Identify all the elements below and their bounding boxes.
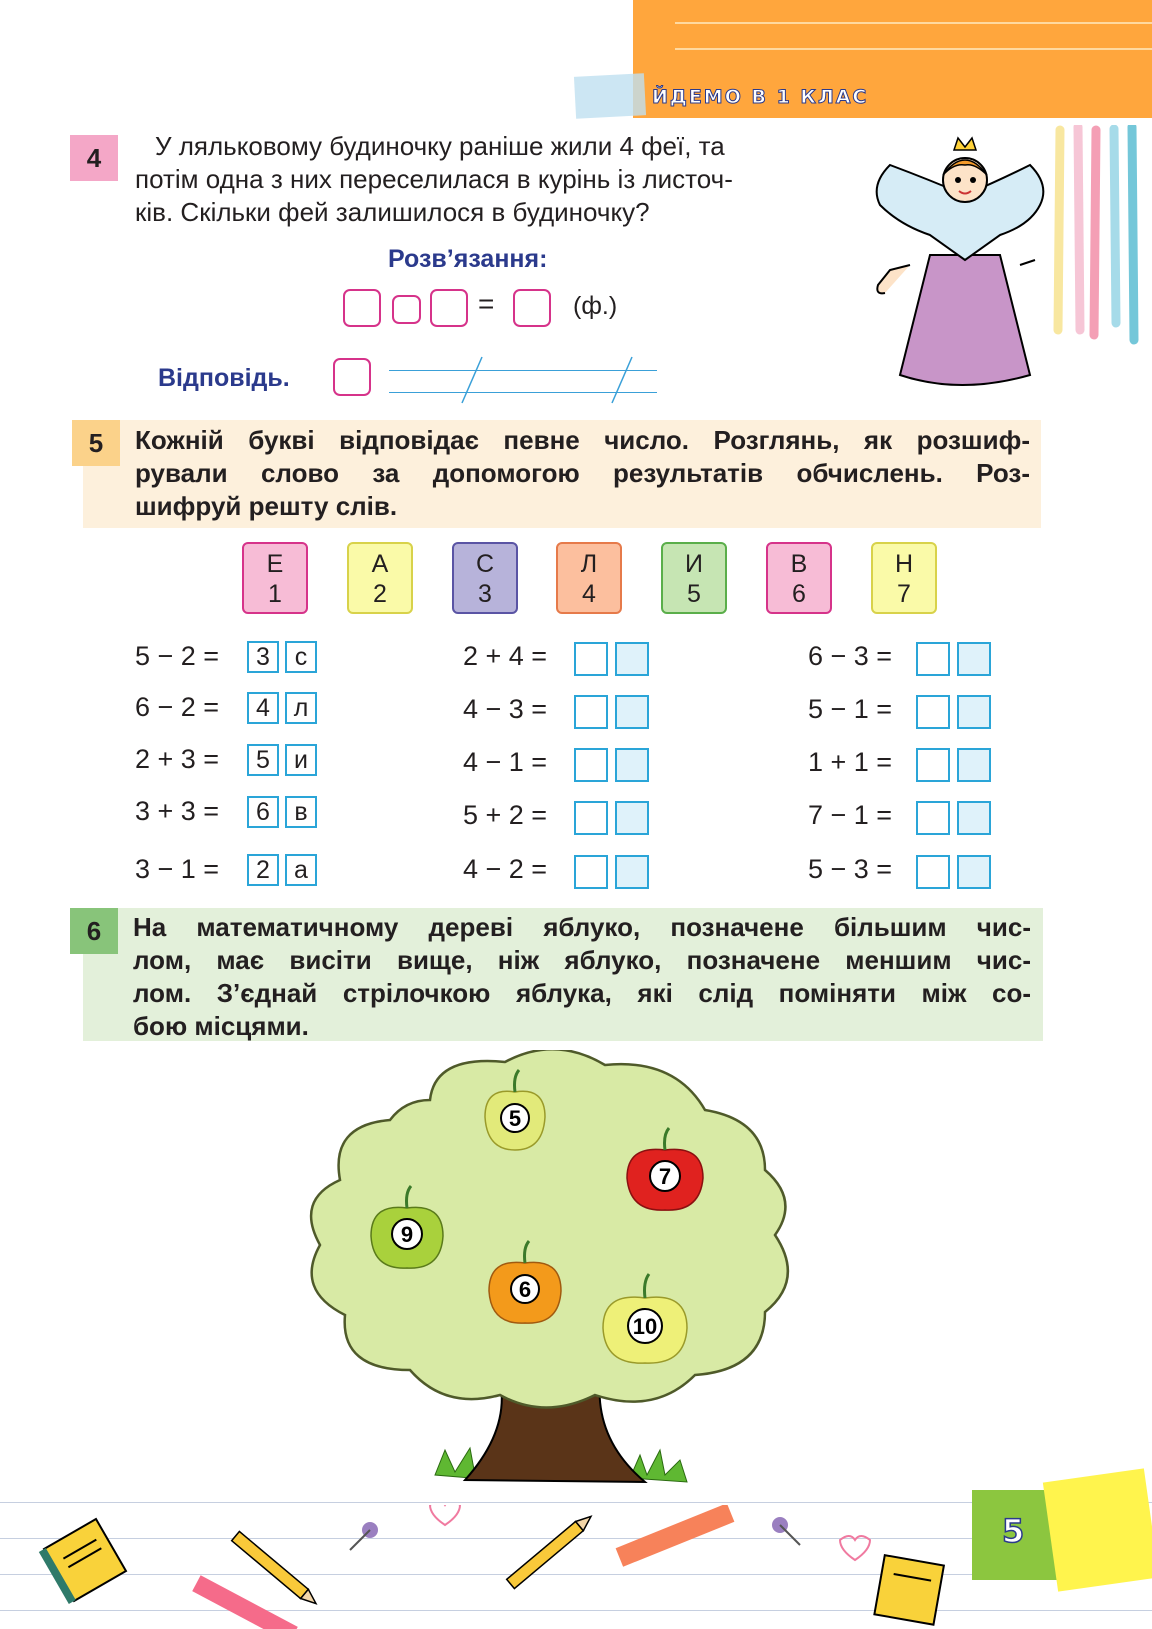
letter-card [661,542,727,614]
card-letter: И [685,550,703,578]
letter-card [871,542,937,614]
number-input-cell[interactable] [574,748,608,782]
letter-cell: а [285,854,317,886]
letter-card [556,542,622,614]
apple-label: 6 [518,1277,532,1302]
number-input-cell[interactable] [574,642,608,676]
number-input-cell[interactable] [574,855,608,889]
expression: 7 − 1 = [808,800,893,830]
heart-icon [430,1505,460,1525]
expression: 1 + 1 = [808,747,893,777]
task-number: 4 [70,135,118,181]
number-cell: 4 [247,692,279,724]
stripe [1132,127,1134,340]
number-cell: 2 [247,854,279,886]
letter-cell: и [285,744,317,776]
header-tape [574,73,646,119]
text-line: На математичному дереві яблуко, позначене більшим чис- [133,912,1031,942]
decor-stripes [1052,125,1152,345]
letter-input-cell[interactable] [957,695,991,729]
card-number: 5 [687,580,701,608]
apple-label: 5 [508,1106,522,1131]
task-number: 5 [72,420,120,466]
letter-input-cell[interactable] [957,855,991,889]
card-letter: Л [580,550,598,578]
number-input-cell[interactable] [916,642,950,676]
expression: 3 − 1 = [135,854,220,884]
task5-text [135,424,1030,523]
number-cell: 3 [247,641,279,673]
expression: 4 − 3 = [463,694,548,724]
answer-box[interactable] [333,358,371,396]
text-line: бою місцями. [133,1011,309,1041]
answer-label: Відповідь. [158,364,290,392]
text-line: потім одна з них переселилася в курінь із листоч- [135,164,733,194]
expression: 2 + 4 = [463,641,548,671]
card-number: 6 [792,580,806,608]
task-number: 6 [70,908,118,954]
letter-input-cell[interactable] [615,642,649,676]
task4-text [135,130,835,229]
page-tape [1043,1468,1152,1591]
page-number: 5 [1002,1512,1025,1550]
text-line: Кожній букві відповідає певне число. Розглянь, як розшиф- [135,425,1030,455]
expression: 4 − 1 = [463,747,548,777]
math-tree [295,1050,815,1510]
slant [612,357,632,403]
letter-card [766,542,832,614]
slant [462,357,482,403]
card-letter: С [475,550,495,578]
letter-input-cell[interactable] [615,855,649,889]
stripe [1114,129,1116,323]
letter-card [242,542,308,614]
pencil-icon [507,1512,595,1589]
card-number: 3 [478,580,492,608]
task6-text [133,911,1031,1043]
heart-icon [840,1536,870,1560]
letter-input-cell[interactable] [957,748,991,782]
card-number: 1 [268,580,282,608]
answer-box[interactable] [430,289,468,327]
card-letter: В [790,550,808,578]
notebook-icon [39,1519,126,1604]
section-title: ЙДЕМО В 1 КЛАС [652,86,869,108]
number-input-cell[interactable] [916,748,950,782]
solution-label: Розв’язання: [388,245,548,273]
expression: 6 − 2 = [135,692,220,722]
pin-icon [350,1522,378,1550]
text-line: рували слово за допомогою результатів обчислень. Роз- [135,458,1030,488]
unit-label: (ф.) [573,292,618,320]
letter-input-cell[interactable] [957,642,991,676]
notebook-icon [874,1555,944,1625]
number-input-cell[interactable] [916,855,950,889]
pin-icon [772,1517,800,1545]
number-input-cell[interactable] [574,801,608,835]
letter-cell: с [285,641,317,673]
letter-card [452,542,518,614]
expression: 5 − 1 = [808,694,893,724]
apple-label: 10 [632,1314,658,1339]
number-input-cell[interactable] [916,695,950,729]
number-cell: 5 [247,744,279,776]
expression: 5 − 3 = [808,854,893,884]
text-line: лом. З’єднай стрілочкою яблука, які слід поміняти між со- [133,978,1031,1008]
card-letter: А [371,550,389,578]
stripe [1058,130,1060,330]
apple-label: 7 [658,1164,672,1189]
ruler-icon [616,1505,735,1567]
stripe [1094,130,1096,335]
header-rule [675,48,1152,50]
fairy-illustration [870,135,1050,395]
apple-label: 9 [400,1222,414,1247]
expression: 2 + 3 = [135,744,220,774]
card-letter: Е [266,550,284,578]
text-line: шифруй решту слів. [135,491,398,521]
letter-input-cell[interactable] [615,695,649,729]
card-number: 7 [897,580,911,608]
letter-input-cell[interactable] [615,801,649,835]
text-line: У ляльковому будиночку раніше жили 4 феї, та [155,131,725,161]
number-input-cell[interactable] [916,801,950,835]
header-rule [675,22,1152,24]
text-line: ків. Скільки фей залишилося в будиночку? [135,197,650,227]
number-input-cell[interactable] [574,695,608,729]
stripe [1078,127,1080,330]
text-line: лом, має висіти вище, ніж яблуко, позначене меншим чис- [133,945,1031,975]
stationery-decor [0,1505,960,1629]
equals-sign: = [478,288,495,319]
letter-cell: л [285,692,317,724]
expression: 6 − 3 = [808,641,893,671]
answer-box[interactable] [513,289,551,327]
writing-slants [455,355,655,405]
expression: 5 + 2 = [463,800,548,830]
card-letter: Н [894,550,914,578]
letter-cell: в [285,796,317,828]
sign-box[interactable] [392,295,421,324]
pencil-icon [232,1531,320,1608]
expression: 5 − 2 = [135,641,220,671]
answer-box[interactable] [343,289,381,327]
expression: 3 + 3 = [135,796,220,826]
card-number: 2 [373,580,387,608]
number-cell: 6 [247,796,279,828]
letter-card [347,542,413,614]
expression: 4 − 2 = [463,854,548,884]
letter-input-cell[interactable] [615,748,649,782]
card-number: 4 [582,580,596,608]
letter-input-cell[interactable] [957,801,991,835]
